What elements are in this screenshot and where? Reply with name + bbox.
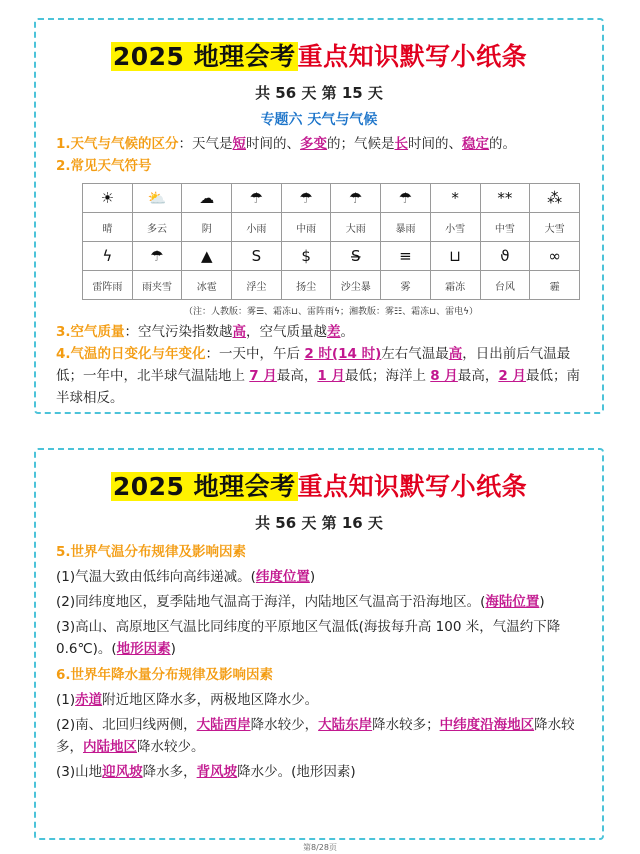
item-heading: 3.空气质量: [56, 324, 125, 340]
weather-symbol-icon: ≡: [381, 242, 431, 271]
text: (1)气温大致由低纬向高纬递减。(: [56, 569, 256, 585]
title-red: 重点知识默写小纸条: [297, 472, 528, 501]
answer: 赤道: [75, 692, 103, 708]
weather-symbol-label: 中雪: [480, 213, 530, 242]
weather-symbol-label: 大雨: [331, 213, 381, 242]
title-highlight: 2025 地理会考: [112, 42, 296, 71]
text: 降水多，: [142, 764, 197, 780]
answer: 2 时(14 时): [304, 346, 382, 362]
text: 最低；海洋上: [344, 368, 431, 384]
weather-symbol-icon: ϑ: [480, 242, 530, 271]
weather-symbol-label: 扬尘: [281, 271, 331, 300]
page-number: 第8/28页: [303, 843, 337, 852]
weather-symbol-label: 浮尘: [232, 271, 282, 300]
weather-symbol-label: 暴雨: [381, 213, 431, 242]
weather-symbol-icon: ☂: [381, 184, 431, 213]
answer: 地形因素: [116, 641, 171, 657]
section-6-line-2: [36, 714, 602, 758]
weather-symbol-icon: ☂: [132, 242, 182, 271]
title-highlight: 2025 地理会考: [112, 472, 296, 501]
weather-symbol-icon: ☂: [331, 184, 381, 213]
text: 最高，: [276, 368, 318, 384]
item-heading: 5.世界气温分布规律及影响因素: [56, 544, 247, 560]
weather-symbol-icon: ⊔: [430, 242, 480, 271]
text: 降水少。(地形因素): [237, 764, 356, 780]
text: 最高，: [457, 368, 499, 384]
answer: 8 月: [430, 368, 458, 384]
weather-symbol-icon: ☀: [83, 184, 133, 213]
answer: 2 月: [498, 368, 526, 384]
section-5-line-1: [36, 566, 602, 588]
answer: 稳定: [462, 136, 490, 152]
weather-symbol-table: [82, 183, 580, 317]
day-counter: 共 56 天 第 16 天: [255, 514, 383, 532]
weather-symbol-label: 雾: [381, 271, 431, 300]
symbol-note: （注：人教版：雾☰、霜冻⊔、雷阵雨ϟ；湘教版：雾☷、霜冻⊔、雷电ϟ）: [183, 307, 479, 317]
text: (3)高山、高原地区气温比同纬度的平原地区气温低(海拔每升高 100 米，气温约下降 0.6℃)。(: [56, 619, 561, 657]
note-card-day16: [34, 448, 604, 840]
weather-symbol-label: 多云: [132, 213, 182, 242]
weather-symbol-icon: ϟ: [83, 242, 133, 271]
symbol-icon-row: [83, 242, 580, 271]
weather-symbol-label: 雷阵雨: [83, 271, 133, 300]
answer: 大陆西岸: [196, 717, 251, 733]
weather-symbol-label: 晴: [83, 213, 133, 242]
text: 的。: [489, 136, 517, 152]
answer: 多变: [300, 136, 328, 152]
text: 降水较少。: [137, 739, 205, 755]
item-heading: 4.气温的日变化与年变化: [56, 346, 206, 362]
text: 时间的、: [246, 136, 301, 152]
text: 最低；南半球相反。: [56, 368, 580, 406]
section-6-line-3: [36, 761, 602, 783]
text: ：空气污染指数越: [124, 324, 233, 340]
answer: 内陆地区: [83, 739, 137, 755]
item-3: [36, 321, 602, 343]
answer: 短: [232, 136, 247, 152]
weather-symbol-icon: S̶: [331, 242, 381, 271]
text: 左右气温最: [381, 346, 449, 362]
answer: 迎风坡: [102, 764, 143, 780]
text: ：一天中，午后: [205, 346, 305, 362]
answer: 7 月: [249, 368, 277, 384]
topic-heading: 专题六 天气与气候: [260, 112, 378, 128]
text: ): [309, 569, 316, 585]
answer: 长: [394, 136, 409, 152]
weather-symbol-label: 冰雹: [182, 271, 232, 300]
answer: 差: [327, 324, 341, 340]
section-6-heading: [36, 664, 602, 686]
answer: 大陆东岸: [318, 717, 373, 733]
symbol-icon-row: [83, 184, 580, 213]
text: ，空气质量越: [246, 324, 328, 340]
weather-symbol-label: 霜冻: [430, 271, 480, 300]
text: (2)南、北回归线两侧，: [56, 717, 197, 733]
card-title: [36, 40, 602, 74]
answer: 海陆位置: [485, 594, 540, 610]
weather-symbol-icon: ∞: [530, 242, 580, 271]
text: ): [539, 594, 545, 610]
section-5-line-3: [36, 616, 602, 660]
weather-symbol-icon: ⛅: [132, 184, 182, 213]
symbol-label-row: [83, 271, 580, 300]
title-red: 重点知识默写小纸条: [297, 42, 528, 71]
weather-symbol-label: 台风: [480, 271, 530, 300]
weather-symbol-icon: *: [430, 184, 480, 213]
weather-symbol-label: 小雪: [430, 213, 480, 242]
text: ): [170, 641, 176, 657]
weather-symbol-label: 沙尘暴: [331, 271, 381, 300]
item-2: [36, 155, 602, 177]
answer: 中纬度沿海地区: [439, 717, 535, 733]
item-heading: 6.世界年降水量分布规律及影响因素: [56, 667, 274, 683]
text: 。: [340, 324, 355, 340]
symbol-label-row: [83, 213, 580, 242]
text: (2)同纬度地区，夏季陆地气温高于海洋，内陆地区气温高于沿海地区。(: [56, 594, 486, 610]
day-counter: 共 56 天 第 15 天: [255, 84, 383, 102]
weather-symbol-icon: ☂: [232, 184, 282, 213]
answer: 高: [232, 324, 247, 340]
weather-symbol-label: 雨夹雪: [132, 271, 182, 300]
text: 的；气候是: [327, 136, 395, 152]
answer: 1 月: [317, 368, 345, 384]
section-5-line-2: [36, 591, 602, 613]
weather-symbol-label: 中雨: [281, 213, 331, 242]
item-heading: 2.常见天气符号: [56, 158, 152, 174]
weather-symbol-label: 大雪: [530, 213, 580, 242]
weather-symbol-icon: ☁: [182, 184, 232, 213]
text: 降水较多；: [372, 717, 440, 733]
item-1: [36, 133, 602, 155]
weather-symbol-label: 小雨: [232, 213, 282, 242]
answer: 背风坡: [196, 764, 238, 780]
card-title: [36, 470, 602, 504]
text: 降水较多，: [56, 717, 575, 755]
note-card-day15: [34, 18, 604, 414]
section-5-heading: [36, 541, 602, 563]
weather-symbol-label: 阴: [182, 213, 232, 242]
weather-symbol-icon: ☂: [281, 184, 331, 213]
weather-symbol-icon: S: [232, 242, 282, 271]
text: ，日出前后气温最低；一年中，北半球气温陆地上: [56, 346, 571, 384]
text: (1): [56, 692, 76, 708]
section-6-line-1: [36, 689, 602, 711]
weather-symbol-icon: **: [480, 184, 530, 213]
answer: 高: [448, 346, 463, 362]
weather-symbol-icon: ⁂: [530, 184, 580, 213]
text: 时间的、: [408, 136, 463, 152]
item-heading: 1.天气与气候的区分: [56, 136, 179, 152]
text: 降水较少，: [250, 717, 319, 733]
weather-symbol-icon: ▲: [182, 242, 232, 271]
text: ：天气是: [178, 136, 233, 152]
text: 附近地区降水多，两极地区降水少。: [102, 692, 319, 708]
weather-symbol-label: 霾: [530, 271, 580, 300]
weather-symbol-icon: $: [281, 242, 331, 271]
text: (3)山地: [56, 764, 103, 780]
item-4: [36, 343, 602, 409]
answer: 纬度位置: [255, 569, 310, 585]
